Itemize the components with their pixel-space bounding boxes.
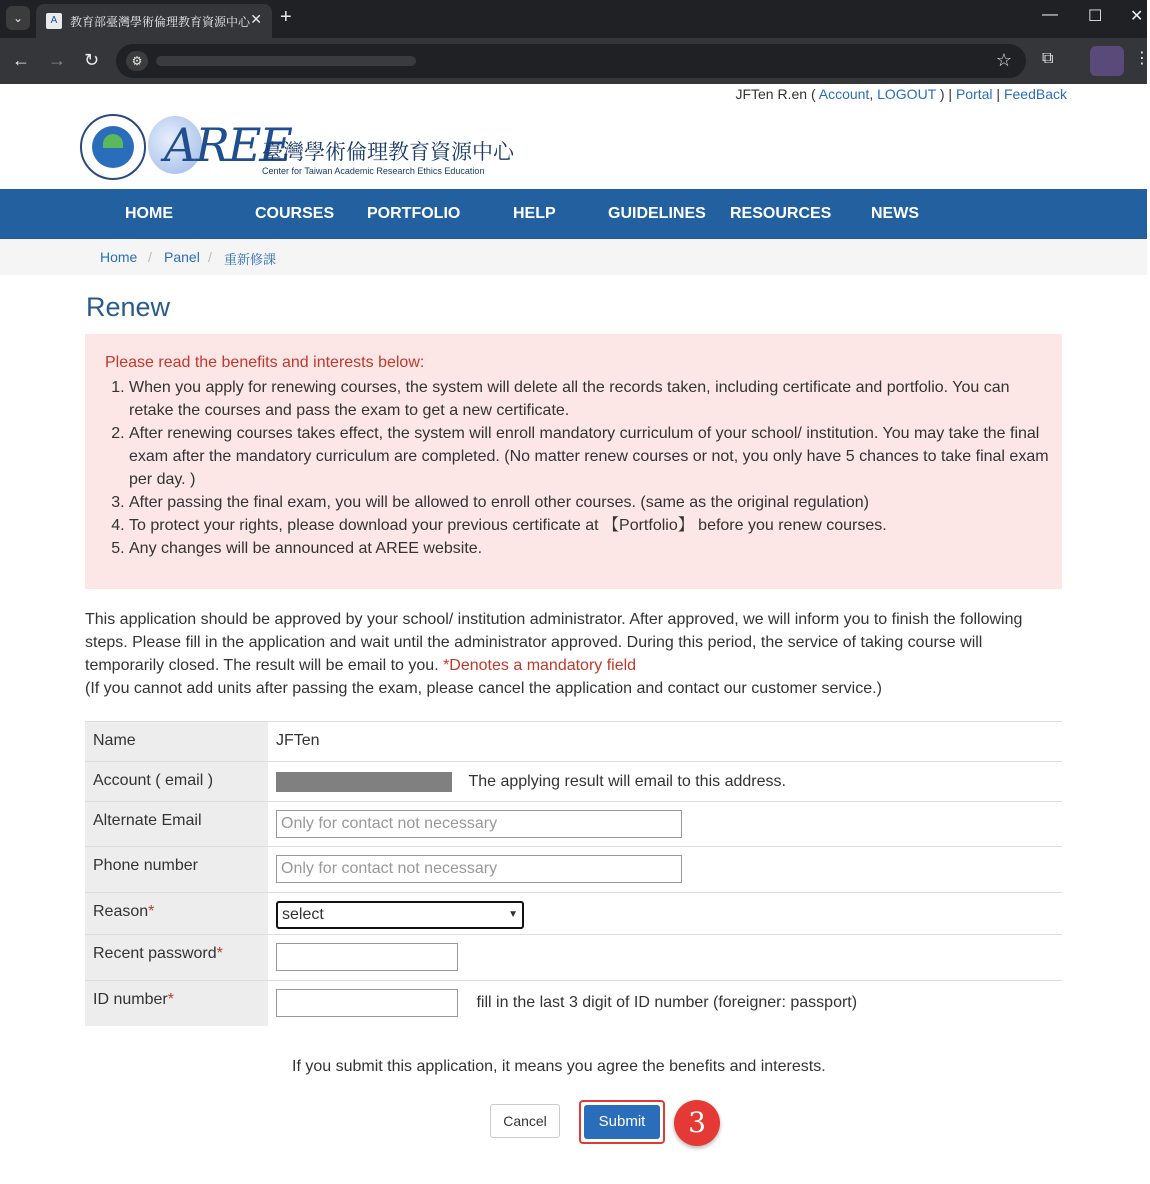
- browser-tab[interactable]: [36, 4, 272, 38]
- notice-box: [85, 334, 1062, 589]
- table-row: [85, 981, 1062, 1026]
- agreement-text: If you submit this application, it means you agree the benefits and interests.: [292, 1058, 826, 1075]
- reason-cell: [268, 893, 1062, 935]
- minimize-icon[interactable]: —: [1042, 6, 1058, 23]
- address-bar[interactable]: [116, 44, 1026, 78]
- alt-email-cell: [268, 802, 1062, 847]
- table-row: [85, 802, 1062, 847]
- password-label: [85, 935, 268, 981]
- required-mark: *: [148, 903, 155, 920]
- browser-toolbar: [0, 38, 1150, 84]
- table-row: [85, 847, 1062, 893]
- extensions-icon[interactable]: ⧉: [1042, 50, 1054, 67]
- breadcrumb-separator: /: [208, 249, 212, 265]
- password-label-text: Recent password: [93, 945, 217, 962]
- reason-select[interactable]: [276, 901, 524, 929]
- alt-email-field[interactable]: Only for contact not necessary: [276, 810, 682, 838]
- list-item: 1. When you apply for renewing courses, the system will delete all the records taken, including certificate and portfolio. You can retake the courses and pass the exam to get a new certificate.: [129, 376, 1049, 422]
- account-cell: [268, 762, 1062, 802]
- nav-courses[interactable]: COURSES: [255, 205, 335, 222]
- menu-icon[interactable]: ⋮: [1134, 50, 1150, 67]
- account-label: Account ( email ): [85, 762, 268, 802]
- nav-help[interactable]: HELP: [513, 205, 556, 222]
- table-row: [85, 935, 1062, 981]
- separator: ) |: [935, 86, 956, 102]
- portal-link[interactable]: Portal: [955, 86, 993, 102]
- required-mark: *: [216, 945, 223, 962]
- new-tab-icon[interactable]: +: [280, 6, 292, 28]
- intro-paragraph: This application should be approved by your school/ institution administrator. After approved, we will inform you to finish the following steps. Please fill in the application and wait until the administrator approved. During this period, the service of taking course will temporarily closed. The result will be email to you.: [85, 611, 1023, 674]
- breadcrumb-current: 重新修課: [224, 253, 277, 268]
- logout-link[interactable]: LOGOUT: [877, 86, 936, 102]
- breadcrumb-panel[interactable]: Panel: [164, 249, 200, 265]
- list-item: 2. After renewing courses takes effect, the system will enroll mandatory curriculum of your school/ institution. You may take the final exam after the mandatory curriculum are completed. (No matter renew courses or not, you only have 5 chances to take final exam per day. ): [129, 422, 1049, 491]
- star-icon[interactable]: ☆: [995, 50, 1012, 70]
- forward-icon[interactable]: →: [48, 50, 66, 70]
- id-label: [85, 981, 268, 1026]
- tab-title: 教育部臺灣學術倫理教育資源中心: [70, 15, 251, 29]
- name-label: Name: [85, 722, 268, 762]
- list-item: 5. Any changes will be announced at AREE website.: [129, 537, 1049, 560]
- breadcrumb-separator: /: [148, 249, 152, 265]
- list-item: 3. After passing the final exam, you will be allowed to enroll other courses. (same as the original regulation): [129, 491, 1049, 514]
- phone-field[interactable]: Only for contact not necessary: [276, 855, 682, 883]
- url-redacted: [156, 56, 416, 66]
- tab-list-icon[interactable]: ⌄: [6, 6, 30, 30]
- feedback-link[interactable]: FeedBack: [1003, 86, 1067, 102]
- main-nav: [0, 189, 1147, 239]
- table-row: [85, 762, 1062, 802]
- center-name-chinese: 臺灣學術倫理教育資源中心: [262, 140, 514, 164]
- cancel-button[interactable]: Cancel: [490, 1104, 560, 1138]
- renew-form: [85, 721, 1062, 1026]
- table-row: [85, 722, 1062, 762]
- separator: |: [992, 86, 1004, 102]
- table-row: [85, 893, 1062, 935]
- reason-label-text: Reason: [93, 903, 149, 920]
- chevron-down-icon: ▼: [508, 909, 518, 920]
- id-cell: [268, 981, 1062, 1026]
- maximize-icon[interactable]: ☐: [1088, 8, 1103, 25]
- profile-avatar[interactable]: [1090, 46, 1124, 76]
- id-number-field[interactable]: [276, 989, 458, 1017]
- back-icon[interactable]: ←: [12, 50, 30, 70]
- email-redacted: [276, 772, 452, 792]
- nav-news[interactable]: NEWS: [871, 205, 919, 222]
- nav-guidelines[interactable]: GUIDELINES: [608, 205, 706, 222]
- intro-text: [85, 608, 1045, 700]
- mandatory-note: *Denotes a mandatory field: [443, 657, 637, 674]
- nav-portfolio[interactable]: PORTFOLIO: [367, 205, 461, 222]
- submit-button[interactable]: Submit: [584, 1105, 660, 1139]
- list-item: 4. To protect your rights, please download your previous certificate at 【Portfolio】 before you renew courses.: [129, 514, 1049, 537]
- alt-email-label: Alternate Email: [85, 802, 268, 847]
- page-title: Renew: [86, 292, 171, 322]
- breadcrumb-home[interactable]: Home: [100, 249, 138, 265]
- ministry-seal-icon: [80, 114, 146, 180]
- browser-tab-strip: [0, 0, 1147, 38]
- close-tab-icon[interactable]: ✕: [250, 11, 262, 27]
- site-logo[interactable]: [80, 112, 514, 182]
- account-link[interactable]: Account: [818, 86, 870, 102]
- name-value: JFTen: [268, 722, 1062, 762]
- nav-home[interactable]: HOME: [125, 205, 173, 222]
- user-bar: [735, 86, 1067, 102]
- id-label-text: ID number: [93, 991, 168, 1008]
- reason-label: [85, 893, 268, 935]
- step-number-badge: 3: [674, 1100, 720, 1146]
- id-note: fill in the last 3 digit of ID number (foreigner: passport): [476, 994, 858, 1011]
- password-field[interactable]: [276, 943, 458, 971]
- center-name-english: Center for Taiwan Academic Research Ethics Education: [262, 166, 485, 176]
- required-mark: *: [167, 991, 174, 1008]
- notice-heading: Please read the benefits and interests below:: [105, 354, 425, 371]
- breadcrumb: [0, 239, 1147, 275]
- user-name: JFTen R.en: [735, 86, 808, 102]
- favicon-icon: A: [46, 13, 62, 29]
- comma: ,: [869, 86, 878, 102]
- aree-logo-text: AREE: [164, 118, 292, 172]
- submit-highlight: [579, 1100, 665, 1144]
- paren: (: [807, 86, 819, 102]
- password-cell: [268, 935, 1062, 981]
- window-close-icon[interactable]: ✕: [1130, 8, 1144, 25]
- reload-icon[interactable]: ↻: [84, 50, 100, 70]
- cancel-note: (If you cannot add units after passing the exam, please cancel the application and contact our customer service.): [85, 680, 882, 697]
- notice-list: [105, 376, 1049, 560]
- phone-cell: [268, 847, 1062, 893]
- site-info-icon[interactable]: ⚙: [126, 51, 148, 71]
- phone-label: Phone number: [85, 847, 268, 893]
- account-note: The applying result will email to this address.: [468, 773, 786, 791]
- reason-select-value: select: [282, 906, 324, 923]
- nav-resources[interactable]: RESOURCES: [730, 205, 832, 222]
